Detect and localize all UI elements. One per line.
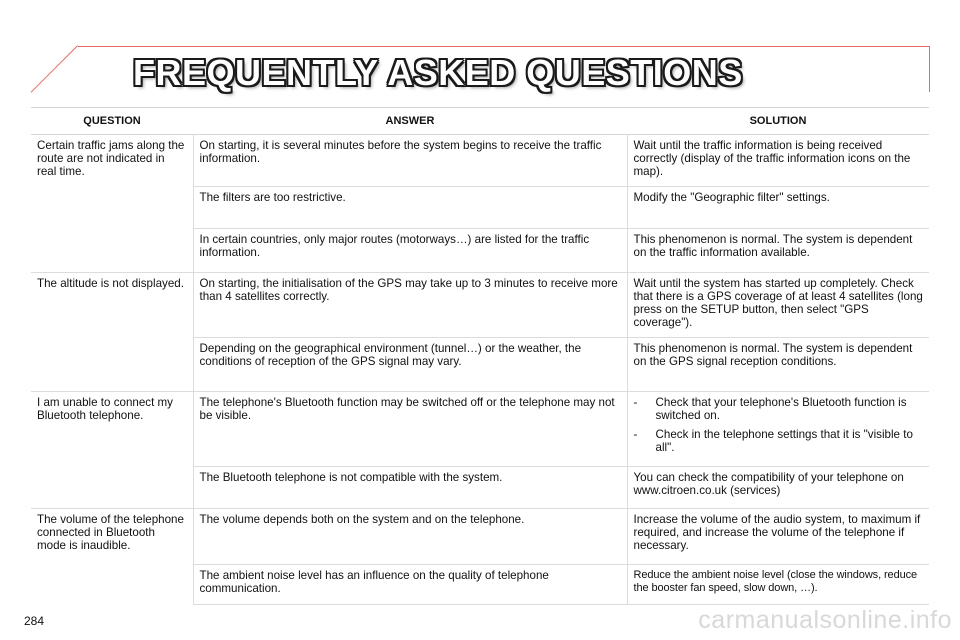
solution-cell: Wait until the system has started up completely. Check that there is a GPS coverage of at least 4 satellites (long press on the SETUP button, then select "GPS coverage"). — [627, 273, 929, 338]
solution-bullet: - Check that your telephone's Bluetooth function is switched on. — [634, 396, 924, 422]
answer-cell: The telephone's Bluetooth function may be switched off or the telephone may not be visible. — [193, 392, 627, 467]
solution-cell: You can check the compatibility of your telephone on www.citroen.co.uk (services) — [627, 467, 929, 509]
question-cell: I am unable to connect my Bluetooth telephone. — [31, 392, 193, 509]
solution-bullet-text: Check that your telephone's Bluetooth function is switched on. — [655, 396, 907, 422]
column-header-answer: ANSWER — [193, 108, 627, 135]
question-cell: The volume of the telephone connected in Bluetooth mode is inaudible. — [31, 509, 193, 605]
header-frame-edge — [929, 46, 930, 92]
header-frame-diagonal — [31, 45, 78, 92]
table-row — [31, 135, 929, 187]
answer-cell: On starting, it is several minutes before the system begins to receive the traffic information. — [193, 135, 627, 187]
header-frame-line — [78, 46, 930, 47]
answer-cell: In certain countries, only major routes (motorways…) are listed for the traffic information. — [193, 229, 627, 273]
solution-cell: Wait until the traffic information is being received correctly (display of the traffic information icons on the map). — [627, 135, 929, 187]
table-row — [31, 273, 929, 338]
answer-cell: Depending on the geographical environment (tunnel…) or the weather, the conditions of reception of the GPS signal may vary. — [193, 338, 627, 392]
solution-cell — [627, 392, 929, 467]
answer-cell: The Bluetooth telephone is not compatible with the system. — [193, 467, 627, 509]
answer-cell: The volume depends both on the system and on the telephone. — [193, 509, 627, 565]
answer-cell: On starting, the initialisation of the GPS may take up to 3 minutes to receive more than 4 satellites correctly. — [193, 273, 627, 338]
page-title: FREQUENTLY ASKED QUESTIONS — [133, 52, 743, 93]
table-row — [31, 392, 929, 467]
question-cell: Certain traffic jams along the route are not indicated in real time. — [31, 135, 193, 273]
column-header-question: QUESTION — [31, 108, 193, 135]
page-number: 284 — [24, 614, 45, 628]
answer-cell: The filters are too restrictive. — [193, 187, 627, 229]
table-header-row — [31, 108, 929, 135]
column-header-solution: SOLUTION — [627, 108, 929, 135]
solution-bullet-text: Check in the telephone settings that it is "visible to all". — [655, 428, 913, 454]
solution-cell: Modify the "Geographic filter" settings. — [627, 187, 929, 229]
solution-cell: Increase the volume of the audio system, to maximum if required, and increase the volume of the telephone if necessary. — [627, 509, 929, 565]
question-cell: The altitude is not displayed. — [31, 273, 193, 392]
watermark: carmanualsonline.info — [698, 606, 952, 634]
answer-cell: The ambient noise level has an influence on the quality of telephone communication. — [193, 565, 627, 605]
solution-cell: This phenomenon is normal. The system is dependent on the GPS signal reception conditions. — [627, 338, 929, 392]
faq-table — [31, 107, 929, 605]
table-row — [31, 509, 929, 565]
solution-cell: This phenomenon is normal. The system is dependent on the traffic information available. — [627, 229, 929, 273]
solution-cell: Reduce the ambient noise level (close the windows, reduce the booster fan speed, slow down, …). — [627, 565, 929, 605]
solution-bullet: - Check in the telephone settings that it is "visible to all". — [634, 428, 924, 454]
